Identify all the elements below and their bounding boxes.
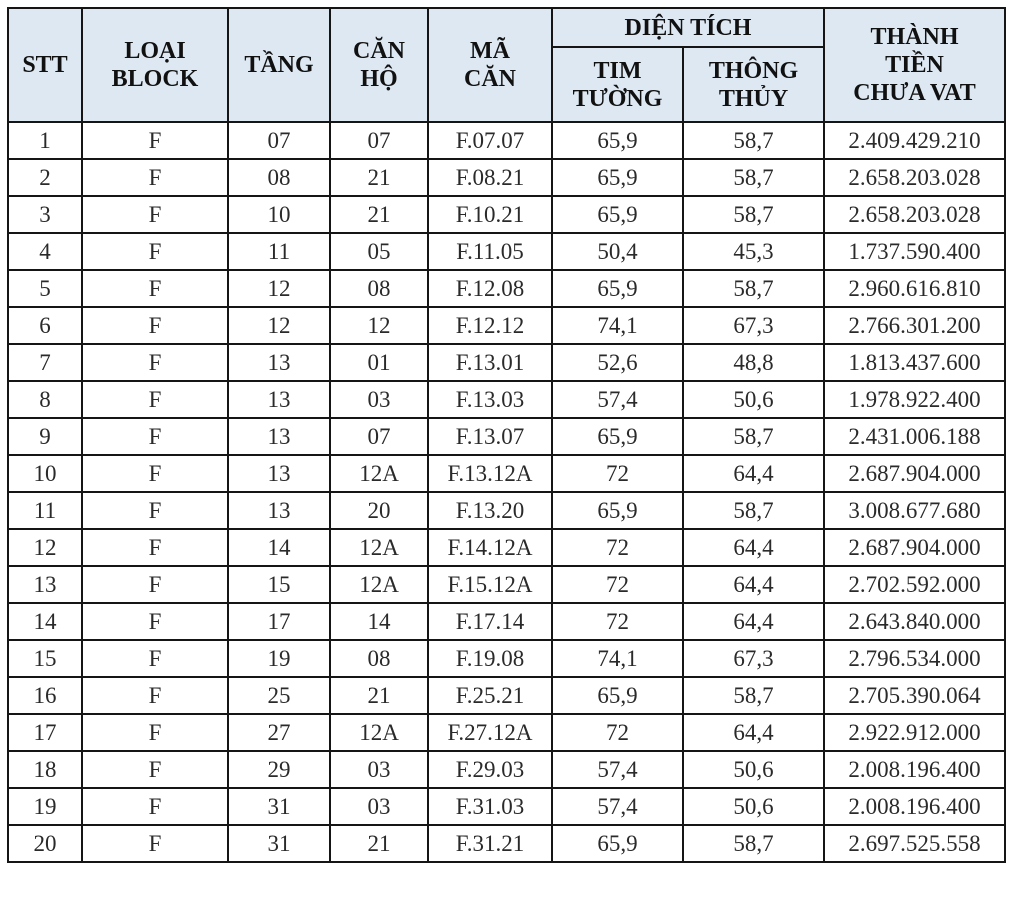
cell-ma-can: F.10.21: [428, 196, 552, 233]
header-thanh-tien: [824, 8, 1005, 122]
cell-thanh-tien: 2.431.006.188: [824, 418, 1005, 455]
cell-tim-tuong: 74,1: [552, 640, 683, 677]
header-loai-block-line-2: BLOCK: [111, 66, 199, 92]
cell-tim-tuong: 65,9: [552, 122, 683, 159]
cell-can-ho: 12A: [330, 566, 428, 603]
cell-tang: 11: [228, 233, 330, 270]
cell-tim-tuong: 65,9: [552, 196, 683, 233]
cell-can-ho: 05: [330, 233, 428, 270]
cell-can-ho: 21: [330, 825, 428, 862]
header-can-ho: [330, 8, 428, 122]
cell-stt: 7: [8, 344, 82, 381]
cell-stt: 9: [8, 418, 82, 455]
table-row: [8, 640, 1005, 677]
cell-can-ho: 21: [330, 677, 428, 714]
header-thanh-tien-line-3: CHƯA VAT: [853, 80, 976, 106]
cell-loai-block: F: [82, 196, 228, 233]
cell-loai-block: F: [82, 381, 228, 418]
cell-tang: 14: [228, 529, 330, 566]
cell-thanh-tien: 1.737.590.400: [824, 233, 1005, 270]
table-row: [8, 492, 1005, 529]
cell-tang: 13: [228, 455, 330, 492]
cell-ma-can: F.12.08: [428, 270, 552, 307]
cell-stt: 14: [8, 603, 82, 640]
header-thanh-tien-line-1: THÀNH: [870, 24, 959, 50]
cell-tang: 12: [228, 270, 330, 307]
cell-can-ho: 12A: [330, 714, 428, 751]
header-thong-thuy-line-2: THỦY: [718, 85, 789, 112]
cell-loai-block: F: [82, 492, 228, 529]
cell-thanh-tien: 2.409.429.210: [824, 122, 1005, 159]
header-loai-block-line-1: LOẠI: [124, 38, 186, 64]
cell-thong-thuy: 64,4: [683, 603, 824, 640]
cell-tang: 12: [228, 307, 330, 344]
header-dien-tich: [552, 8, 824, 47]
table-body: [8, 122, 1005, 862]
cell-ma-can: F.27.12A: [428, 714, 552, 751]
header-thanh-tien-line-2: TIỀN: [885, 52, 944, 78]
cell-tang: 29: [228, 751, 330, 788]
cell-ma-can: F.13.01: [428, 344, 552, 381]
cell-can-ho: 08: [330, 270, 428, 307]
cell-stt: 19: [8, 788, 82, 825]
cell-ma-can: F.07.07: [428, 122, 552, 159]
cell-thong-thuy: 58,7: [683, 677, 824, 714]
cell-thong-thuy: 64,4: [683, 455, 824, 492]
cell-thong-thuy: 50,6: [683, 788, 824, 825]
cell-tang: 13: [228, 344, 330, 381]
header-thong-thuy-line-1: THÔNG: [708, 57, 799, 84]
cell-can-ho: 14: [330, 603, 428, 640]
cell-thanh-tien: 2.922.912.000: [824, 714, 1005, 751]
cell-loai-block: F: [82, 714, 228, 751]
cell-can-ho: 12: [330, 307, 428, 344]
cell-loai-block: F: [82, 122, 228, 159]
table-row: [8, 714, 1005, 751]
cell-ma-can: F.08.21: [428, 159, 552, 196]
table-header: [8, 8, 1005, 122]
cell-loai-block: F: [82, 677, 228, 714]
header-tim-tuong-line-2: TƯỜNG: [572, 85, 663, 112]
cell-ma-can: F.17.14: [428, 603, 552, 640]
cell-tim-tuong: 72: [552, 714, 683, 751]
cell-tim-tuong: 65,9: [552, 159, 683, 196]
cell-thong-thuy: 58,7: [683, 825, 824, 862]
cell-loai-block: F: [82, 603, 228, 640]
cell-thanh-tien: 2.697.525.558: [824, 825, 1005, 862]
cell-tang: 13: [228, 381, 330, 418]
cell-tang: 17: [228, 603, 330, 640]
cell-thong-thuy: 58,7: [683, 270, 824, 307]
cell-can-ho: 21: [330, 196, 428, 233]
cell-thong-thuy: 58,7: [683, 492, 824, 529]
cell-loai-block: F: [82, 270, 228, 307]
cell-stt: 6: [8, 307, 82, 344]
table-row: [8, 122, 1005, 159]
cell-tim-tuong: 74,1: [552, 307, 683, 344]
cell-tim-tuong: 65,9: [552, 418, 683, 455]
table-row: [8, 307, 1005, 344]
cell-loai-block: F: [82, 159, 228, 196]
cell-can-ho: 08: [330, 640, 428, 677]
table-row: [8, 233, 1005, 270]
cell-thong-thuy: 67,3: [683, 307, 824, 344]
cell-thanh-tien: 2.796.534.000: [824, 640, 1005, 677]
table-row: [8, 381, 1005, 418]
cell-stt: 15: [8, 640, 82, 677]
cell-stt: 2: [8, 159, 82, 196]
table-row: [8, 270, 1005, 307]
cell-stt: 8: [8, 381, 82, 418]
header-tang-label: TẦNG: [244, 52, 314, 78]
cell-tang: 25: [228, 677, 330, 714]
header-ma-can-line-2: CĂN: [464, 66, 516, 92]
cell-loai-block: F: [82, 640, 228, 677]
cell-thong-thuy: 64,4: [683, 714, 824, 751]
cell-tim-tuong: 65,9: [552, 677, 683, 714]
cell-can-ho: 21: [330, 159, 428, 196]
cell-tang: 07: [228, 122, 330, 159]
header-ma-can: [428, 8, 552, 122]
cell-thong-thuy: 64,4: [683, 566, 824, 603]
cell-thong-thuy: 58,7: [683, 196, 824, 233]
table-row: [8, 603, 1005, 640]
header-stt-label: STT: [22, 52, 68, 78]
cell-loai-block: F: [82, 307, 228, 344]
cell-tim-tuong: 57,4: [552, 788, 683, 825]
cell-loai-block: F: [82, 455, 228, 492]
cell-thong-thuy: 45,3: [683, 233, 824, 270]
cell-loai-block: F: [82, 529, 228, 566]
cell-tim-tuong: 50,4: [552, 233, 683, 270]
cell-thanh-tien: 1.813.437.600: [824, 344, 1005, 381]
cell-thanh-tien: 3.008.677.680: [824, 492, 1005, 529]
cell-stt: 20: [8, 825, 82, 862]
header-stt: [8, 8, 82, 122]
cell-ma-can: F.31.03: [428, 788, 552, 825]
cell-thanh-tien: 2.687.904.000: [824, 529, 1005, 566]
cell-loai-block: F: [82, 788, 228, 825]
header-tim-tuong-line-1: TIM: [593, 57, 642, 84]
cell-stt: 16: [8, 677, 82, 714]
cell-ma-can: F.13.07: [428, 418, 552, 455]
cell-thanh-tien: 2.702.592.000: [824, 566, 1005, 603]
cell-stt: 12: [8, 529, 82, 566]
cell-thong-thuy: 50,6: [683, 381, 824, 418]
cell-stt: 10: [8, 455, 82, 492]
cell-thanh-tien: 2.766.301.200: [824, 307, 1005, 344]
table-row: [8, 677, 1005, 714]
cell-thong-thuy: 50,6: [683, 751, 824, 788]
cell-thong-thuy: 48,8: [683, 344, 824, 381]
cell-ma-can: F.12.12: [428, 307, 552, 344]
cell-ma-can: F.31.21: [428, 825, 552, 862]
cell-tang: 13: [228, 492, 330, 529]
cell-tang: 08: [228, 159, 330, 196]
table-row: [8, 418, 1005, 455]
cell-can-ho: 01: [330, 344, 428, 381]
cell-stt: 11: [8, 492, 82, 529]
cell-ma-can: F.29.03: [428, 751, 552, 788]
cell-loai-block: F: [82, 825, 228, 862]
cell-tim-tuong: 72: [552, 603, 683, 640]
cell-loai-block: F: [82, 233, 228, 270]
cell-thanh-tien: 2.960.616.810: [824, 270, 1005, 307]
header-can-ho-line-2: HỘ: [360, 66, 398, 92]
cell-thong-thuy: 58,7: [683, 418, 824, 455]
cell-ma-can: F.13.03: [428, 381, 552, 418]
header-thong-thuy: [683, 47, 824, 122]
cell-loai-block: F: [82, 751, 228, 788]
cell-tang: 13: [228, 418, 330, 455]
cell-tim-tuong: 65,9: [552, 270, 683, 307]
table-row: [8, 529, 1005, 566]
cell-thanh-tien: 2.658.203.028: [824, 159, 1005, 196]
cell-tang: 31: [228, 825, 330, 862]
cell-stt: 17: [8, 714, 82, 751]
table-row: [8, 751, 1005, 788]
table-row: [8, 566, 1005, 603]
cell-loai-block: F: [82, 566, 228, 603]
table-row: [8, 788, 1005, 825]
cell-ma-can: F.14.12A: [428, 529, 552, 566]
header-loai-block: [82, 8, 228, 122]
cell-can-ho: 12A: [330, 529, 428, 566]
cell-can-ho: 03: [330, 381, 428, 418]
cell-thong-thuy: 64,4: [683, 529, 824, 566]
cell-can-ho: 03: [330, 788, 428, 825]
cell-tang: 10: [228, 196, 330, 233]
cell-tim-tuong: 72: [552, 566, 683, 603]
cell-ma-can: F.15.12A: [428, 566, 552, 603]
cell-tim-tuong: 72: [552, 529, 683, 566]
cell-tim-tuong: 52,6: [552, 344, 683, 381]
cell-can-ho: 07: [330, 418, 428, 455]
cell-thanh-tien: 1.978.922.400: [824, 381, 1005, 418]
cell-thanh-tien: 2.705.390.064: [824, 677, 1005, 714]
cell-tang: 19: [228, 640, 330, 677]
cell-thong-thuy: 58,7: [683, 159, 824, 196]
cell-ma-can: F.11.05: [428, 233, 552, 270]
cell-ma-can: F.19.08: [428, 640, 552, 677]
table-row: [8, 196, 1005, 233]
cell-can-ho: 12A: [330, 455, 428, 492]
cell-thong-thuy: 67,3: [683, 640, 824, 677]
cell-stt: 1: [8, 122, 82, 159]
cell-stt: 4: [8, 233, 82, 270]
cell-tang: 31: [228, 788, 330, 825]
header-can-ho-line-1: CĂN: [353, 38, 405, 64]
cell-ma-can: F.13.20: [428, 492, 552, 529]
cell-stt: 18: [8, 751, 82, 788]
cell-thanh-tien: 2.008.196.400: [824, 788, 1005, 825]
cell-tim-tuong: 65,9: [552, 825, 683, 862]
cell-tim-tuong: 57,4: [552, 381, 683, 418]
table-row: [8, 344, 1005, 381]
cell-loai-block: F: [82, 418, 228, 455]
header-tim-tuong: [552, 47, 683, 122]
header-tang: [228, 8, 330, 122]
cell-thanh-tien: 2.658.203.028: [824, 196, 1005, 233]
table-row: [8, 825, 1005, 862]
cell-can-ho: 07: [330, 122, 428, 159]
table-row: [8, 159, 1005, 196]
cell-tim-tuong: 72: [552, 455, 683, 492]
cell-can-ho: 20: [330, 492, 428, 529]
cell-ma-can: F.13.12A: [428, 455, 552, 492]
cell-tang: 15: [228, 566, 330, 603]
cell-tim-tuong: 65,9: [552, 492, 683, 529]
apartment-price-table: [7, 7, 1006, 863]
cell-stt: 3: [8, 196, 82, 233]
cell-stt: 13: [8, 566, 82, 603]
cell-thanh-tien: 2.643.840.000: [824, 603, 1005, 640]
cell-tang: 27: [228, 714, 330, 751]
header-ma-can-line-1: MÃ: [470, 38, 510, 64]
cell-can-ho: 03: [330, 751, 428, 788]
cell-thong-thuy: 58,7: [683, 122, 824, 159]
table-row: [8, 455, 1005, 492]
cell-tim-tuong: 57,4: [552, 751, 683, 788]
cell-thanh-tien: 2.687.904.000: [824, 455, 1005, 492]
cell-loai-block: F: [82, 344, 228, 381]
cell-thanh-tien: 2.008.196.400: [824, 751, 1005, 788]
cell-stt: 5: [8, 270, 82, 307]
header-dien-tich-label: DIỆN TÍCH: [624, 14, 752, 41]
cell-ma-can: F.25.21: [428, 677, 552, 714]
